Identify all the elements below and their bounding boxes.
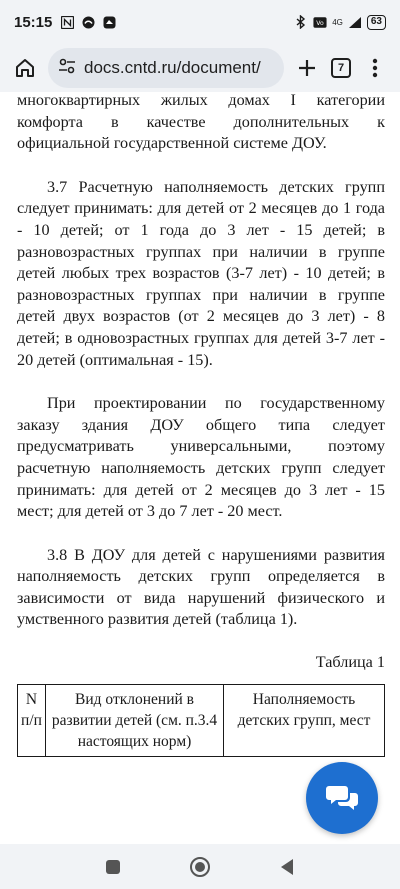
recents-button[interactable] bbox=[98, 852, 128, 882]
paragraph-intro: многоквартирных жилых домах I категории комфорта в качестве дополнительных к официальной государственной системе ДОУ. bbox=[17, 92, 385, 153]
table-header-number: N п/п bbox=[18, 684, 46, 756]
tab-switcher-icon: 7 bbox=[331, 58, 351, 78]
home-icon bbox=[14, 57, 36, 79]
status-time: 15:15 bbox=[14, 13, 53, 31]
site-settings-icon[interactable] bbox=[58, 57, 76, 80]
bluetooth-icon bbox=[294, 15, 308, 29]
home-circle-icon bbox=[189, 856, 211, 878]
signal-icon bbox=[348, 15, 362, 29]
paragraph-3-7: 3.7 Расчетную наполняемость детских групп следует принимать: для детей от 2 месяцев до 1 года - 10 детей; от 1 года до 3 лет - 15 детей; в разновозрастных группах при наличии в группе детей любых трех возрастов (3-7 лет) - 10 детей; в разновозрастных группах при наличии в группе детей двух возрастов (от 2 месяцев до 3 лет) - 8 детей; в одновозрастных группах для детей 3-7 лет - 20 детей (оптимальная - 15). bbox=[17, 177, 385, 369]
back-triangle-icon bbox=[279, 858, 295, 876]
chat-button[interactable] bbox=[306, 762, 378, 834]
table-1 bbox=[17, 684, 385, 757]
nfc-icon bbox=[60, 15, 74, 29]
home-nav-button[interactable] bbox=[185, 852, 215, 882]
back-button[interactable] bbox=[272, 852, 302, 882]
svg-text:Vo: Vo bbox=[316, 19, 324, 27]
table-header-deviation: Вид отклонений в развитии детей (см. п.3.4 настоящих норм) bbox=[46, 684, 224, 756]
table-header-capacity: Наполняемость детских групп, мест bbox=[224, 684, 385, 756]
tab-switcher-button[interactable] bbox=[324, 51, 358, 85]
url-text: docs.cntd.ru/document/ bbox=[84, 58, 261, 77]
paragraph-3-8: 3.8 В ДОУ для детей с нарушениями развития наполняемость детских групп определяется в зависимости от вида нарушений физического и умственного развития детей (таблица 1). bbox=[17, 545, 385, 629]
menu-icon bbox=[372, 58, 378, 78]
table-header-row bbox=[18, 684, 385, 756]
network-type: 4G bbox=[332, 17, 343, 27]
volte-icon bbox=[313, 15, 327, 29]
status-bar bbox=[0, 0, 400, 44]
table-caption: Таблица 1 bbox=[315, 653, 385, 672]
system-nav-bar bbox=[0, 844, 400, 889]
paragraph-design: При проектировании по государственному заказу здания ДОУ общего типа следует предусматривать универсальными, поэтому расчетную наполняемость детских групп следует принимать: для детей от 2 месяцев до 3 лет - 15 мест; для детей от 3 до 7 лет - 20 мест. bbox=[17, 394, 385, 521]
address-bar[interactable] bbox=[48, 48, 284, 88]
app-notification-icon bbox=[81, 15, 95, 29]
page-content bbox=[0, 92, 400, 844]
home-button[interactable] bbox=[8, 51, 42, 85]
battery-level: 63 bbox=[367, 15, 386, 30]
recents-square-icon bbox=[105, 859, 121, 875]
document-body bbox=[17, 92, 385, 757]
new-tab-icon bbox=[297, 58, 317, 78]
menu-button[interactable] bbox=[358, 51, 392, 85]
new-tab-button[interactable] bbox=[290, 51, 324, 85]
chat-bubbles-icon bbox=[325, 783, 359, 813]
browser-toolbar bbox=[0, 44, 400, 92]
media-notification-icon bbox=[102, 15, 116, 29]
